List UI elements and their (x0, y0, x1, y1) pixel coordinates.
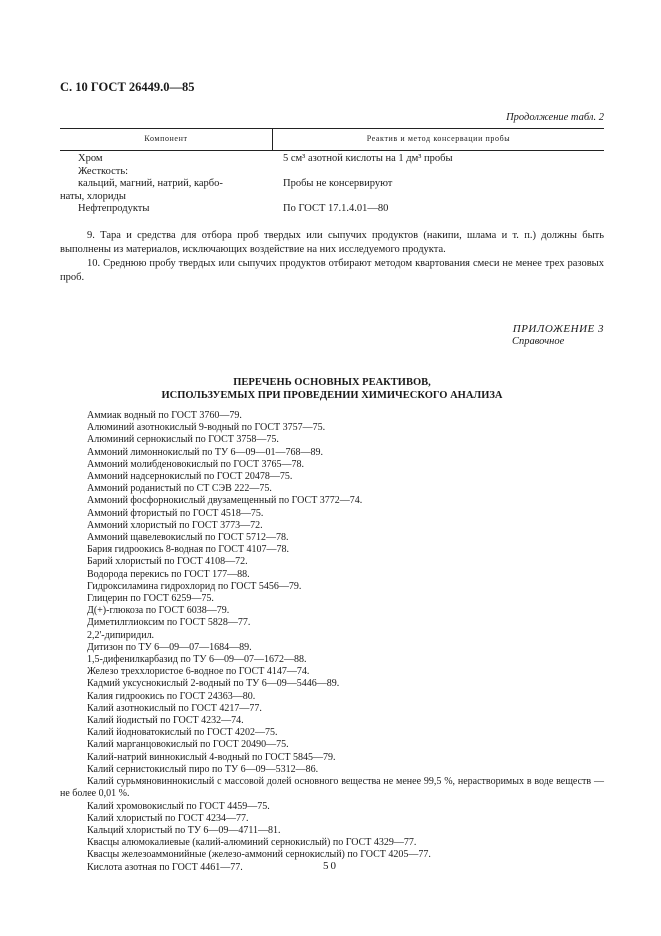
reagents-list (60, 410, 604, 874)
reagent-item: Кальций хлористый по ТУ 6—09—4711—81. (87, 824, 281, 836)
reagent-item: Дитизон по ТУ 6—09—07—1684—89. (87, 641, 252, 653)
reagent-item: Квасцы железоаммонийные (железо-аммоний сернокислый) по ГОСТ 4205—77. (87, 849, 431, 861)
reagent-item: Калий азотнокислый по ГОСТ 4217—77. (87, 702, 262, 714)
column-header-method: Реактив и метод консервации пробы (366, 134, 511, 143)
page-header: С. 10 ГОСТ 26449.0—85 (60, 80, 195, 94)
reagent-item: Аммоний фтористый по ГОСТ 4518—75. (87, 507, 264, 519)
table-cell-component: наты, хлориды (60, 190, 126, 202)
reagent-item: Калий-натрий виннокислый 4-водный по ГОСТ 5845—79. (87, 751, 336, 763)
reagents-list-title-line2: ИСПОЛЬЗУЕМЫХ ПРИ ПРОВЕДЕНИИ ХИМИЧЕСКОГО АНАЛИЗА (161, 390, 503, 401)
reagent-item: Калий марганцовокислый по ГОСТ 20490—75. (87, 739, 289, 751)
paragraph-10: 10. Среднюю пробу твердых или сыпучих продуктов отбирают методом квартования смеси не менее трех разовых проб. (60, 258, 604, 283)
table-header-rule (60, 150, 604, 151)
table-cell-method: Пробы не консервируют (283, 178, 393, 189)
table-top-rule (60, 128, 604, 129)
reagent-item: Аммоний молибденовокислый по ГОСТ 3765—78. (87, 458, 305, 470)
reagent-item: Калий сернистокислый пиро по ТУ 6—09—5312—86. (87, 763, 319, 775)
reagent-item: Калий хлористый по ГОСТ 4234—77. (87, 812, 249, 824)
table-cell-method: 5 см³ азотной кислоты на 1 дм³ пробы (283, 153, 453, 164)
reagent-item: Калий хромовокислый по ГОСТ 4459—75. (87, 800, 270, 812)
reagent-item: Глицерин по ГОСТ 6259—75. (87, 593, 214, 605)
reagents-list-title (60, 376, 604, 402)
reagent-item: Д(+)-глюкоза по ГОСТ 6038—79. (87, 605, 230, 617)
reagent-item: Калий йодистый по ГОСТ 4232—74. (87, 715, 244, 727)
paragraph-9: 9. Тара и средства для отбора проб твердых или сыпучих продуктов (накипи, шлама и т. п.) должны быть выполнены из материалов, исключающих воздействие на них исследуемого продукта. (60, 230, 604, 255)
reagents-list-title-line1: ПЕРЕЧЕНЬ ОСНОВНЫХ РЕАКТИВОВ, (233, 377, 431, 388)
reagent-item: Железо треххлористое 6-водное по ГОСТ 4147—74. (87, 666, 310, 678)
reagent-item: Аммоний лимоннокислый по ТУ 6—09—01—768—89. (87, 446, 324, 458)
reagent-item: Кадмий уксуснокислый 2-водный по ТУ 6—09—5446—89. (87, 678, 340, 690)
column-header-component: Компонент (144, 134, 188, 143)
reagent-item: Бария гидроокись 8-водная по ГОСТ 4107—78. (87, 544, 290, 556)
reagent-item: Аммоний надсернокислый по ГОСТ 20478—75. (87, 471, 293, 483)
reagent-item: Кислота азотная по ГОСТ 4461—77. (87, 861, 243, 873)
table-cell-component: кальций, магний, натрий, карбо- (78, 178, 223, 189)
reagent-item: Аммоний хлористый по ГОСТ 3773—72. (87, 519, 263, 531)
appendix-title: ПРИЛОЖЕНИЕ 3 (512, 323, 604, 335)
reagent-item: 1,5-дифенилкарбазид по ТУ 6—09—07—1672—88. (87, 654, 307, 666)
reagent-item: Алюминий азотнокислый 9-водный по ГОСТ 3757—75. (87, 422, 326, 434)
table-cell-component: Хром (78, 153, 103, 164)
appendix-subtitle: Справочное (512, 336, 565, 347)
reagent-item: Алюминий сернокислый по ГОСТ 3758—75. (87, 434, 279, 446)
reagent-item: Квасцы алюмокалиевые (калий-алюминий сернокислый) по ГОСТ 4329—77. (87, 837, 417, 849)
reagent-item: Аммоний щавелевокислый по ГОСТ 5712—78. (87, 532, 289, 544)
reagent-item: Барий хлористый по ГОСТ 4108—72. (87, 556, 248, 568)
reagent-item: Калий йодноватокислый по ГОСТ 4202—75. (87, 727, 278, 739)
table-caption: Продолжение табл. 2 (506, 112, 604, 123)
page-number: 50 (323, 860, 338, 872)
reagent-item: Аммоний роданистый по СТ СЭВ 222—75. (87, 483, 272, 495)
table-cell-method: По ГОСТ 17.1.4.01—80 (283, 203, 389, 214)
reagent-item: 2,2'-дипиридил. (87, 629, 155, 641)
reagent-item: Аммоний фосфорнокислый двузамещенный по ГОСТ 3772—74. (87, 495, 363, 507)
reagent-item: Калий сурьмяновиннокислый с массовой долей основного вещества не менее 99,5 %, нерастворимых в воде веществ — не более 0,01 %. (60, 776, 604, 800)
table-cell-component: Жесткость: (78, 165, 129, 177)
reagent-item: Диметилглиоксим по ГОСТ 5828—77. (87, 617, 251, 629)
reagent-item: Водорода перекись по ГОСТ 177—88. (87, 568, 250, 580)
table-cell-component: Нефтепродукты (78, 203, 150, 214)
reagent-item: Калия гидроокись по ГОСТ 24363—80. (87, 690, 256, 702)
reagent-item: Гидроксиламина гидрохлорид по ГОСТ 5456—79. (87, 580, 302, 592)
reagent-item: Аммиак водный по ГОСТ 3760—79. (87, 410, 242, 421)
